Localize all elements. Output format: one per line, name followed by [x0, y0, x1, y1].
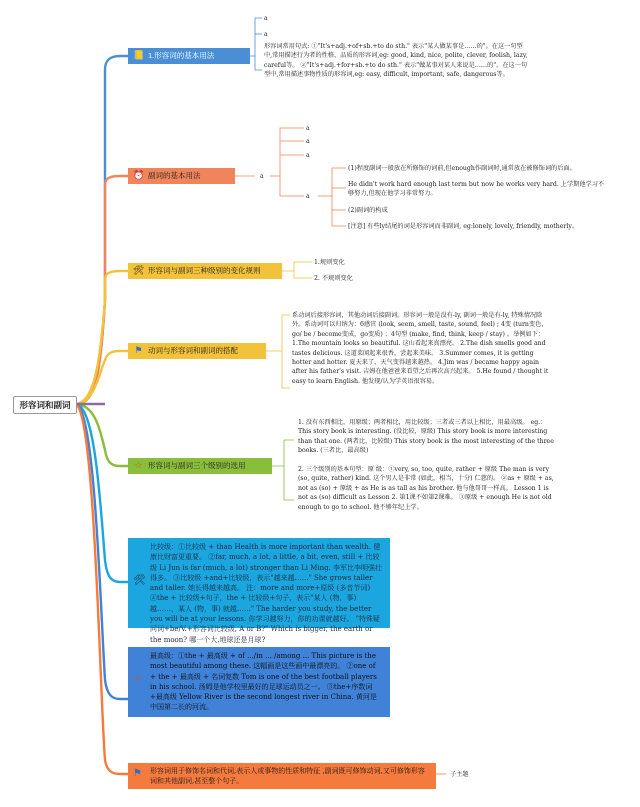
branch-three-degree-usage[interactable]	[128, 458, 272, 474]
star-icon: ☆	[133, 673, 142, 684]
adverb-degree-note[interactable]: (1)程度副词一般放在所修饰的词前,但enough作副词时,通常放在被修饰词的后面。	[348, 165, 576, 172]
leaf-item[interactable]: a	[264, 15, 268, 22]
superlative-text: 最高级：①the + 最高级 + of .../in ... /among ... This picture is the most beautiful among these. 这幅画是这些画中最漂亮的。 ②one of + the + 最高级 + 名词复数 Tom is one of the best football players in his school. 汤姆是他学校里最好的足球运动员之一。 ③the+序数词+最高级 Yellow River is the second longest river in China. 黄河是中国第二长的河流。	[150, 652, 377, 712]
root-topic[interactable]: 形容词和副词	[13, 396, 77, 414]
comparative-degree-box[interactable]	[128, 538, 390, 644]
definition-box[interactable]	[128, 763, 436, 789]
branch-label: 1.形容词的基本用法	[148, 51, 215, 60]
adjective-sentence-patterns[interactable]: 形容词常用句式: ①"It's+adj.+of+sb.+to do sth." 表示"某人做某事是……的"。在这一句型中,常用描述行为者的性格、品质的形容词,eg: good, kind, nice, polite, clever, foolish, lazy, careful等。 ②"It's+adj.+for+sb.+to do sth." 表示"做某事对某人来说是……的"。在这一句型中,常用描述事物性质的形容词,eg: easy, difficult, important, safe, dangerous等。	[264, 43, 528, 79]
adverb-formation[interactable]: (2)副词的构成	[348, 207, 388, 214]
superlative-degree-box[interactable]	[128, 647, 390, 717]
linking-verb-explanation[interactable]: 系动词后接形容词，其他动词后接副词。形容词一般是没有-ly, 副词一般是有-ly, 特殊情况除外。系动词可以归纳为：6感官 (look, seem, smell, taste, sound, feel) ; 4变 (turn变色，go/ be / become变成，go变质) ；4句型 (make, find, think, keep / stay) 。举例如下：1.The mountain looks so beautiful. 这山看起来真漂亮。 2.The dish smells good and tastes delicious. 这道菜闻起来很香，尝起来美味。 3.Summer comes, it is getting hotter and hotter. 夏天来了，天气变得越来越热。 4.Jim was / became happy again after his father's visit. 吉姆在他爸爸来看望之后再次高兴起来。 5.He found / thought it easy to learn English. 他发现/认为学英语很容易。	[292, 312, 549, 385]
alarm-icon: ⏰	[133, 170, 145, 180]
positive-degree-patterns[interactable]: 2. 三个级别的基本句型：原 级：①very, so, too, quite, rather + 原级 The man is very (so, quite, rather) kind. 这个男人是非常 (如此，相当，十分) 仁慈的。 ②as + 原级 + as, not as (so) + 原级 + as He is as tall as his brother. 他与他哥哥一样高。 Lesson 1 is not as (so) difficult as Lesson 2. 第1课不如第2课难。 ③原级 + enough He is not old enough to go to school. 他不够年纪上学。	[298, 466, 554, 511]
leaf-item[interactable]: a	[306, 125, 310, 132]
leaf-item[interactable]: a	[260, 173, 264, 180]
tools-icon: 🛠	[133, 575, 146, 586]
leaf-regular-change[interactable]: 1.规则变化	[314, 259, 345, 266]
star-icon: ☆	[134, 460, 143, 470]
leaf-item[interactable]: a	[306, 138, 310, 145]
branch-three-degree-rules[interactable]	[128, 263, 282, 279]
branch-label: 动词与形容词和副词的搭配	[148, 346, 238, 355]
subtopic-leaf[interactable]: 子主题	[450, 771, 469, 778]
branch-adjective-basic-usage[interactable]	[128, 48, 250, 64]
definition-text: 形容词用于修饰名词和代词,表示人或事物的性质和特征 ,副词既可修饰动词,又可修饰形容词和其他副词,甚至整个句子。	[150, 767, 425, 786]
leaf-item[interactable]: a	[306, 152, 310, 159]
branch-adverb-basic-usage[interactable]	[128, 168, 235, 184]
tools-icon: 🛠	[133, 265, 145, 275]
leaf-item[interactable]: a	[264, 31, 268, 38]
adverb-attention-note[interactable]: [注意] 有些ly结尾的词是形容词而非副词, eg:lonely, lovely, friendly, motherly。	[348, 223, 579, 230]
comparative-text: 比较级：①比较级 + than Health is more important than wealth. 健康比财富更重要。 ②far, much, a lot, a little, a bit, even, still + 比较级 Li Jun is far (much, a lot) stronger than Li Ming. 李军比李明强壮得多。 ③比较级 +and+比较级，表示"越来越……" She grows taller and taller. 她长得越来越高。 注：more and more+原级 (多音节词) ④the + 比较级+句子，the + 比较级+句子，表示"某人 (物，事) 越……，某人 (物，事) 就越……" The harder you study, the better you will be at your lessons. 你学习越努力，你的功课就越好。 "特殊疑问词+be/V.+形容词比较级, A or B?" Which is bigger, the earth or the moon? 哪一个大,地球还是月球?	[150, 543, 383, 644]
branch-verb-collocation[interactable]	[128, 343, 266, 359]
branch-label: 副词的基本用法	[148, 171, 201, 180]
degree-choice-rule[interactable]: 1. 没有东西相比，用原级；两者相比，用比较级；三者或三者以上相比，用最高级。 eg.：This story book is interesting. (没比较，原级) This story book is more interesting than that one. (两者比，比较级) This story book is the most interesting of the three books. (三者比，最高级)	[298, 419, 554, 455]
flag-icon: ⚑	[134, 345, 143, 355]
book-icon: 📒	[133, 50, 145, 60]
branch-label: 形容词与副词三种级别的变化规则	[148, 266, 261, 275]
branch-label: 形容词与副词三个级别的选用	[148, 461, 246, 470]
leaf-irregular-change[interactable]: 2. 不规则变化	[314, 275, 353, 282]
flag-icon: ⚑	[133, 768, 142, 779]
leaf-item[interactable]: a	[306, 193, 310, 200]
adverb-example[interactable]: He didn't work hard enough last term but now he works very hard. 上学期他学习不够努力,但现在他学习非常努力。	[348, 181, 605, 198]
